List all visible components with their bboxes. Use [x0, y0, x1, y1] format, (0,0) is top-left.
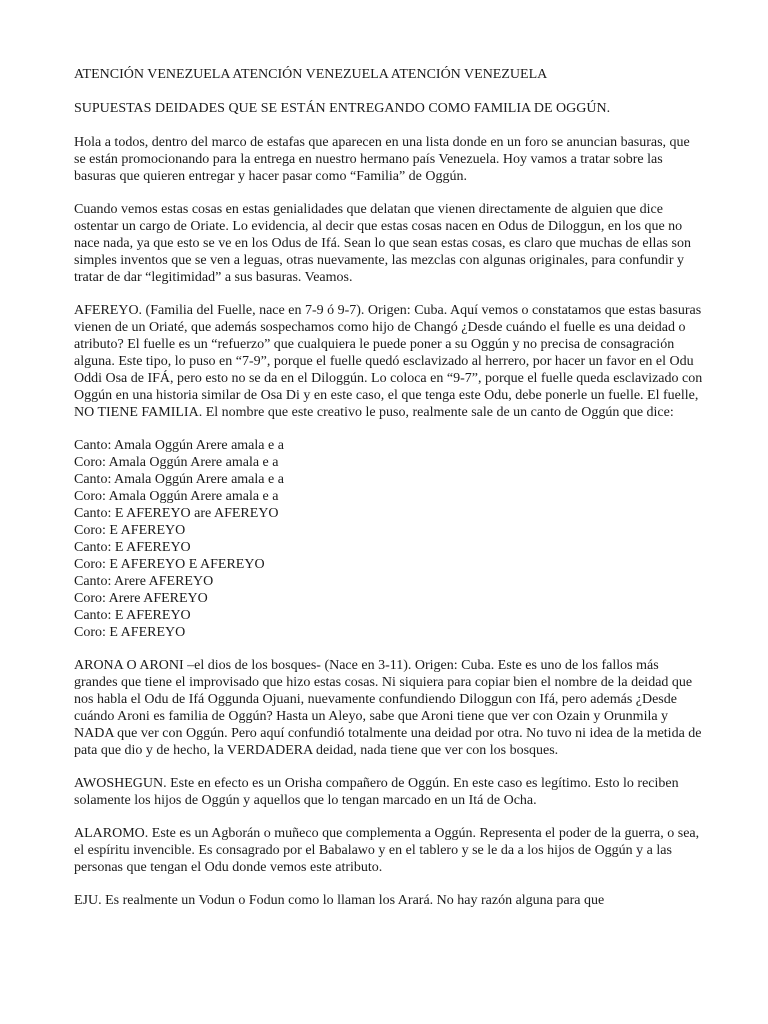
song-line: Canto: Arere AFEREYO [74, 574, 214, 589]
alaromo-paragraph: ALAROMO. Este es un Agborán o muñeco que complementa a Oggún. Representa el poder de la guerra, o sea, el espíritu invencible. Es consagrado por el Babalawo y en el tablero y se le da a los hijos de Oggún y a las personas que tengan el Odu donde vemos este atributo. [74, 826, 700, 875]
song-line: Canto: Amala Oggún Arere amala e a [74, 438, 284, 453]
song-line: Coro: Amala Oggún Arere amala e a [74, 489, 279, 504]
document-title: SUPUESTAS DEIDADES QUE SE ESTÁN ENTREGANDO COMO FAMILIA DE OGGÚN. [74, 101, 611, 116]
document-banner: ATENCIÓN VENEZUELA ATENCIÓN VENEZUELA ATENCIÓN VENEZUELA [74, 67, 548, 82]
awoshegun-paragraph: AWOSHEGUN. Este en efecto es un Orisha compañero de Oggún. En este caso es legítimo. Esto lo reciben solamente los hijos de Oggún y aquellos que lo tengan marcado en un Itá de Ocha. [74, 776, 679, 808]
context-paragraph: Cuando vemos estas cosas en estas genialidades que delatan que vienen directamente de alguien que dice ostentar un cargo de Oriate. Lo evidencia, al decir que estas cosas nacen en Odus de Diloggun, en los que no nace nada, ya que esto se ve en los Odus de Ifá. Sean lo que sean estas cosas, es claro que muchas de ellas son simples inventos que se ven a leguas, otras nuevamente, las mezclas con algunas originales, para confundir y tratar de dar “legitimidad” a sus basuras. Veamos. [74, 202, 691, 285]
eju-paragraph: EJU. Es realmente un Vodun o Fodun como lo llaman los Arará. No hay razón alguna para que [74, 893, 605, 908]
song-line: Coro: E AFEREYO [74, 625, 186, 640]
song-lyrics [74, 437, 704, 641]
intro-paragraph: Hola a todos, dentro del marco de estafas que aparecen en una lista donde en un foro se anuncian basuras, que se están promocionando para la entrega en nuestro hermano país Venezuela. Hoy vamos a tratar sobre las basuras que quieren entregar y hacer pasar como “Familia” de Oggún. [74, 135, 690, 184]
document-page [74, 66, 704, 925]
afereyo-paragraph: AFEREYO. (Familia del Fuelle, nace en 7-9 ó 9-7). Origen: Cuba. Aquí vemos o constatamos que estas basuras vienen de un Oriaté, que además sospechamos como hijo de Changó ¿Desde cuándo el fuelle es una deidad o atributo? El fuelle es un “refuerzo” que cualquiera le puede poner a su Oggún y no precisa de consagración alguna. Este tipo, lo puso en “7-9”, porque el fuelle quedó esclavizado al herrero, por hacer un favor en el Odu Oddi Osa de IFÁ, pero esto no se da en el Diloggún. Lo coloca en “9-7”, porque el fuelle queda esclavizado con Oggún en una historia similar de Osa Di y en este caso, el que tenga este Odu, debe ponerle un fuelle. El fuelle, NO TIENE FAMILIA. El nombre que este creativo le puso, realmente sale de un canto de Oggún que dice: [74, 303, 703, 420]
song-line: Coro: E AFEREYO E AFEREYO [74, 557, 265, 572]
arona-paragraph: ARONA O ARONI –el dios de los bosques- (Nace en 3-11). Origen: Cuba. Este es uno de los fallos más grandes que tiene el improvisado que hizo estas cosas. Ni siquiera para copiar bien el nombre de la deidad que nos habla el Odu de Ifá Oggunda Ojuani, nuevamente confundiendo Diloggun con Ifá, pero además ¿Desde cuándo Aroni es familia de Oggún? Hasta un Aleyo, sabe que Aroni tiene que ver con Ozain y Orunmila y NADA que ver con Oggún. Pero aquí confundió totalmente una deidad por otra. No tuvo ni idea de la metida de pata que dio y de hecho, la VERDADERA deidad, nada tiene que ver con los bosques. [74, 658, 702, 758]
song-line: Canto: E AFEREYO [74, 608, 191, 623]
song-line: Coro: E AFEREYO [74, 523, 186, 538]
song-line: Canto: Amala Oggún Arere amala e a [74, 472, 284, 487]
song-line: Canto: E AFEREYO are AFEREYO [74, 506, 279, 521]
song-line: Canto: E AFEREYO [74, 540, 191, 555]
song-line: Coro: Arere AFEREYO [74, 591, 208, 606]
song-line: Coro: Amala Oggún Arere amala e a [74, 455, 279, 470]
